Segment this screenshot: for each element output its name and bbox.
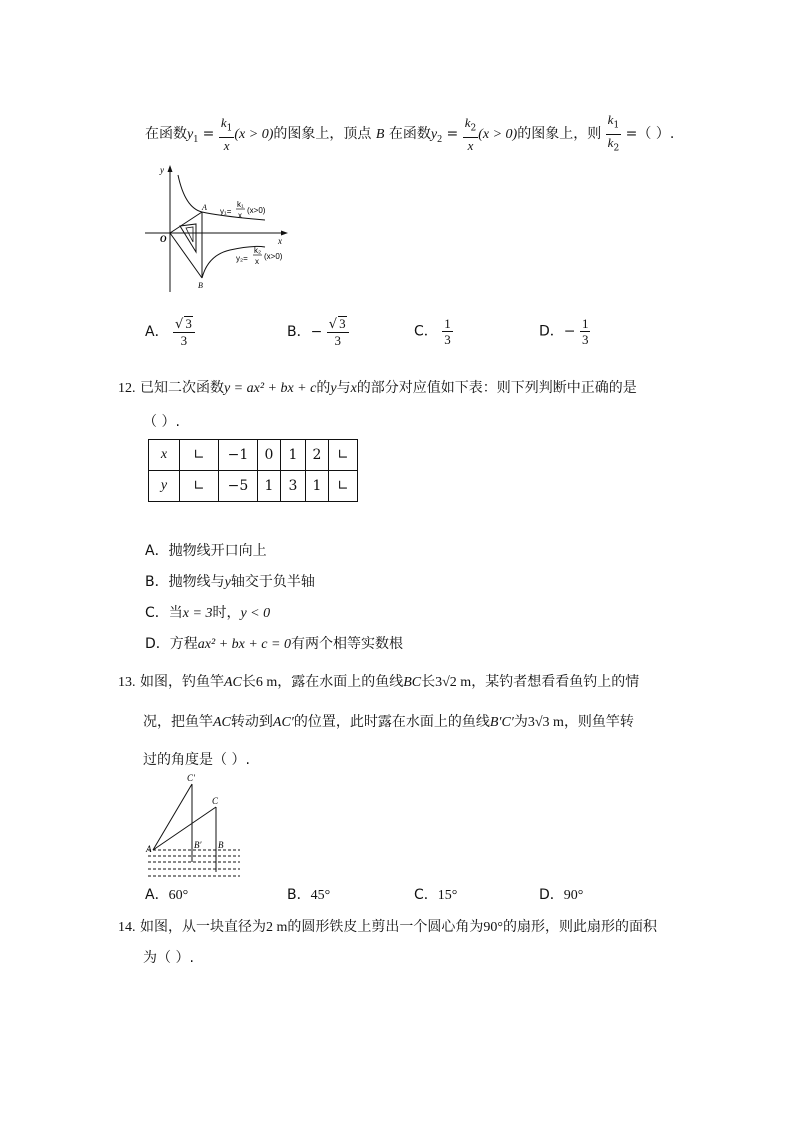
label-b-prime: B′ <box>194 840 202 850</box>
label-c-prime: C′ <box>187 773 195 783</box>
inner-triangle-hole <box>186 227 193 242</box>
q11-option-b[interactable] <box>287 316 349 348</box>
table-row <box>149 471 358 502</box>
q11-option-c[interactable] <box>414 316 453 347</box>
y2-var: y <box>430 127 438 143</box>
option-sign: − <box>563 323 576 340</box>
table-cell: y <box>149 471 180 502</box>
option-letter: C． <box>145 605 169 621</box>
q13-text: 长 <box>421 674 436 690</box>
table-cell: ∟ <box>329 471 358 502</box>
q12-option-c[interactable] <box>145 603 270 624</box>
q13-text: 的位置，此时露在水面上的鱼线 <box>293 714 490 730</box>
y2-sub: 2 <box>437 133 443 145</box>
option-text: 轴交于负半轴 <box>230 574 315 590</box>
q12-paren: （ ）. <box>143 414 180 430</box>
curve1-num: k₁ <box>237 200 244 209</box>
option-b-frac: $\frac{√ 3}{3}$ <box>327 316 349 348</box>
eq-sign-1: = <box>202 126 215 143</box>
option-text: 60° <box>168 888 189 903</box>
table-cell: −5 <box>219 471 258 502</box>
q13-text: 转动到 <box>230 714 273 730</box>
q13-option-d[interactable] <box>539 885 583 906</box>
q13-line-3: 过的角度是（ ）. <box>143 752 250 768</box>
option-text: 有两个相等实数根 <box>290 636 403 652</box>
k1-over-k2: $\frac{k_1}{k_2}$ <box>607 112 620 154</box>
q12-stem-d: 的部分对应值如下表：则下列判断中正确的是 <box>356 380 637 396</box>
q14-text: 的圆形铁皮上剪出一个圆心角为 <box>287 919 484 935</box>
table-cell: ∟ <box>329 440 358 471</box>
q14-text: 如图，从一块直径为 <box>139 919 266 935</box>
curve2-den: x <box>255 257 259 266</box>
q12-var-y: y <box>330 381 337 396</box>
q13-figure <box>140 770 250 885</box>
q13-text: ，露在水面上的鱼线 <box>277 674 404 690</box>
q12-stem-a: 已知二次函数 <box>139 380 224 396</box>
q14-angle: 90° <box>483 920 503 935</box>
label-a: A <box>202 203 207 212</box>
q13-bc-prime: B′C′ <box>489 715 514 730</box>
option-text: 时， <box>212 605 241 621</box>
cond-1: (x > 0) <box>234 127 274 143</box>
option-a-frac: $\frac{√ 3}{3}$ <box>173 316 195 348</box>
rod-ac-prime <box>153 784 192 850</box>
q13-ac: AC <box>223 675 242 690</box>
option-math: x = 3 <box>182 606 213 621</box>
q11-prefix: 在函数 <box>145 126 187 143</box>
q13-text: 况，把鱼竿 <box>143 714 213 730</box>
q14-line-2: 为（ ）. <box>143 950 194 966</box>
q12-var-x: x <box>350 381 357 396</box>
segment-ob <box>170 233 202 278</box>
option-letter: B． <box>145 574 169 590</box>
option-letter: C． <box>414 887 438 903</box>
label-c: C <box>212 796 219 806</box>
q12-number: 12. <box>118 381 136 396</box>
q11-stem-line <box>145 112 674 152</box>
q13-bc: BC <box>403 675 422 690</box>
q12-stem <box>118 378 637 399</box>
option-text: 抛物线与 <box>168 574 225 590</box>
table-cell: 2 <box>306 440 329 471</box>
q12-table <box>148 439 358 502</box>
y1-sub: 1 <box>193 133 199 145</box>
table-row <box>149 440 358 471</box>
q13-text: 为 <box>513 714 528 730</box>
table-cell: ∟ <box>180 440 219 471</box>
table-cell: ∟ <box>180 471 219 502</box>
label-a: A <box>146 844 152 854</box>
option-d-frac: $\frac{1}{3}$ <box>581 316 589 347</box>
q13-option-b[interactable] <box>287 885 330 906</box>
point-b-label: B <box>375 127 385 143</box>
q12-option-b[interactable] <box>145 572 315 593</box>
option-text: 抛物线开口向上 <box>168 543 267 559</box>
q11-option-a[interactable] <box>145 316 195 348</box>
label-b: B <box>198 281 203 290</box>
k1-over-x: $\frac{k_1}{x}$ <box>220 115 233 153</box>
curve1-den: x <box>238 211 242 220</box>
q14-number: 14. <box>118 920 136 935</box>
q14-diameter: 2 m <box>265 920 288 935</box>
option-letter: B． <box>287 324 311 340</box>
q13-len-ac: 6 m <box>255 675 278 690</box>
option-text: 当 <box>168 605 183 621</box>
q13-option-c[interactable] <box>414 885 457 906</box>
option-letter: A． <box>145 887 169 903</box>
q12-stem-c: 与 <box>336 380 351 396</box>
table-cell: 3 <box>281 471 306 502</box>
table-cell: x <box>149 440 180 471</box>
q14-line-1 <box>118 917 657 938</box>
q11-mid2: 在函数 <box>388 126 431 143</box>
table-cell: 1 <box>281 440 306 471</box>
label-y: y <box>160 165 164 175</box>
q13-len-bc-prime: 3√3 m <box>527 715 564 730</box>
table-cell: −1 <box>219 440 258 471</box>
option-letter: B． <box>287 887 311 903</box>
option-letter: A． <box>145 324 169 340</box>
q11-figure <box>140 160 310 300</box>
q13-text: 如图，钓鱼竿 <box>139 674 224 690</box>
option-text: 15° <box>437 888 458 903</box>
q13-ac: AC <box>213 715 231 730</box>
segment-oa <box>170 212 202 233</box>
option-var: y <box>224 575 231 590</box>
k2-over-x: $\frac{k_2}{x}$ <box>464 115 477 153</box>
q12-option-d[interactable] <box>145 634 403 655</box>
option-math: ax² + bx + c = 0 <box>197 637 291 652</box>
q13-text: ，某钓者想看看鱼钓上的情 <box>471 674 640 690</box>
q13-text: 长 <box>241 674 256 690</box>
option-text: 方程 <box>169 636 198 652</box>
option-letter: A． <box>145 543 169 559</box>
q13-line-2 <box>143 712 634 733</box>
option-letter: D． <box>539 323 564 340</box>
cond-2: (x > 0) <box>478 127 518 143</box>
label-x: x <box>278 236 282 246</box>
option-letter: D． <box>539 887 564 903</box>
label-b: B <box>218 840 224 850</box>
option-sign: − <box>310 324 323 340</box>
curve1-label: y₁= <box>220 207 232 216</box>
x-axis-arrow <box>281 231 288 236</box>
option-letter: D． <box>145 636 170 652</box>
inner-triangle <box>180 224 196 252</box>
curve2-num: k₂ <box>254 246 262 255</box>
q11-mid: 的图象上，顶点 <box>273 126 372 143</box>
q11-option-d[interactable] <box>539 316 590 347</box>
table-cell: 0 <box>258 440 281 471</box>
q13-ac-prime: AC′ <box>272 715 294 730</box>
q12-option-a[interactable] <box>145 541 267 561</box>
q13-number: 13. <box>118 675 136 690</box>
rod-ac <box>153 807 216 850</box>
label-o: O <box>160 234 167 244</box>
option-text: 90° <box>563 888 584 903</box>
q11-tail: 的图象上，则 <box>517 126 602 143</box>
q12-formula: y = ax² + bx + c <box>223 381 317 396</box>
q13-option-a[interactable] <box>145 885 188 906</box>
y1-var: y <box>187 127 194 143</box>
q14-text: 的扇形，则此扇形的面积 <box>502 919 657 935</box>
curve1-cond: (x>0) <box>247 206 266 215</box>
q13-text: ，则鱼竿转 <box>563 714 634 730</box>
table-cell: 1 <box>306 471 329 502</box>
curve2-label: y₂= <box>236 254 248 263</box>
q11-ratio-tail: =（ ）. <box>625 126 675 143</box>
eq-sign-2: = <box>446 126 459 143</box>
option-math: y < 0 <box>240 606 271 621</box>
option-letter: C． <box>414 323 438 340</box>
y-axis-arrow <box>168 165 173 172</box>
q12-stem-b: 的 <box>316 380 331 396</box>
option-c-frac: $\frac{1}{3}$ <box>444 316 451 347</box>
q13-len-bc: 3√2 m <box>435 675 472 690</box>
q13-line-1 <box>118 672 639 693</box>
curve2-cond: (x>0) <box>264 252 283 261</box>
option-text: 45° <box>310 888 331 903</box>
table-cell: 1 <box>258 471 281 502</box>
